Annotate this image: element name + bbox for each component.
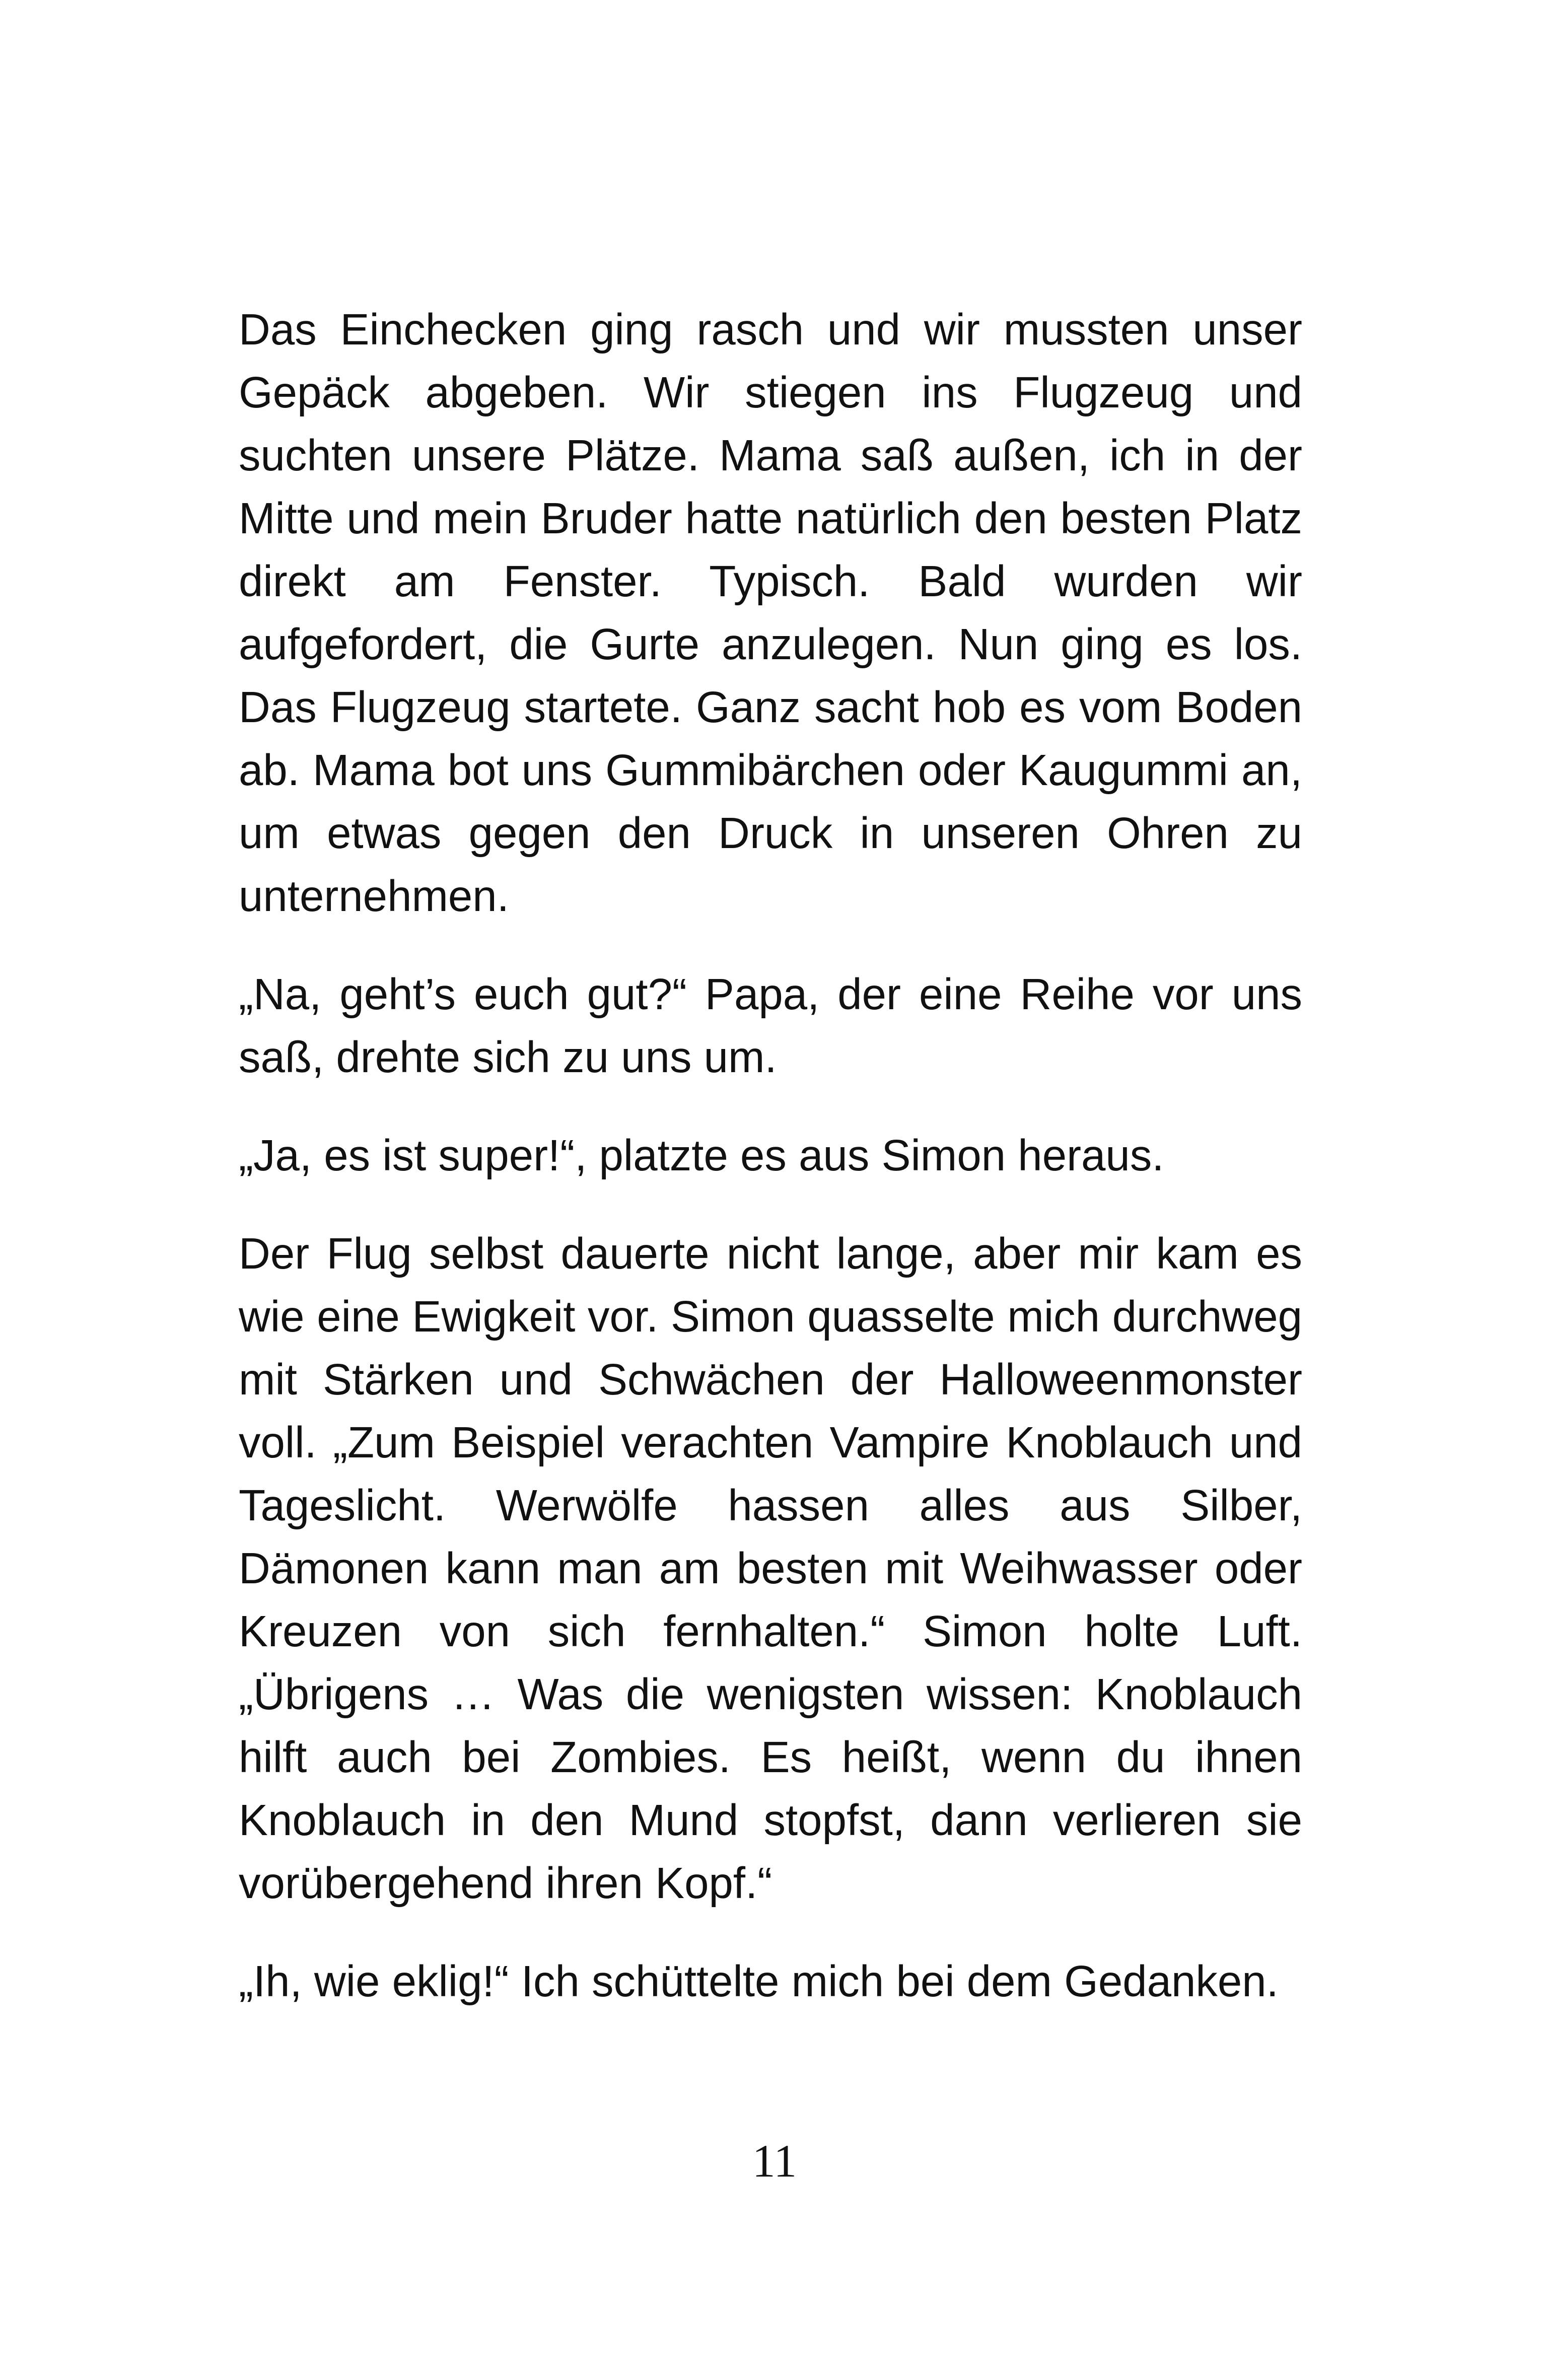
paragraph-simon-reply: „Ja, es ist super!“, platzte es aus Simon heraus. [239, 1131, 1164, 1180]
paragraph-disgust: „Ih, wie eklig!“ Ich schüttelte mich bei dem Gedanken. [239, 1957, 1279, 2006]
page-number: 11 [752, 2135, 797, 2187]
body-text [239, 298, 1302, 2048]
paragraph-papa-question: „Na, geht’s euch gut?“ Papa, der eine Reihe vor uns saß, drehte sich zu uns um. [239, 970, 1302, 1082]
paragraph-check-in: Das Einchecken ging rasch und wir mussten unser Gepäck abgeben. Wir stiegen ins Flugzeug und suchten unsere Plätze. Mama saß außen, ich in der Mitte und mein Bruder hatte natürlich den besten Platz direkt am Fenster. Typisch. Bald wurden wir aufgefordert, die Gurte anzulegen. Nun ging es los. Das Flugzeug startete. Ganz sacht hob es vom Boden ab. Mama bot uns Gummibärchen oder Kaugummi an, um etwas gegen den Druck in unseren Ohren zu unternehmen. [239, 305, 1302, 921]
paragraph-flight-monsters: Der Flug selbst dauerte nicht lange, aber mir kam es wie eine Ewigkeit vor. Simon quasselte mich durchweg mit Stärken und Schwächen der Halloweenmonster voll. „Zum Beispiel verachten Vampire Knoblauch und Tageslicht. Werwölfe hassen alles aus Silber, Dämonen kann man am besten mit Weihwasser oder Kreuzen von sich fernhalten.“ Simon holte Luft. „Übrigens … Was die wenigsten wissen: Knoblauch hilft auch bei Zombies. Es heißt, wenn du ihnen Knoblauch in den Mund stopfst, dann verlieren sie vorübergehend ihren Kopf.“ [239, 1229, 1302, 1908]
